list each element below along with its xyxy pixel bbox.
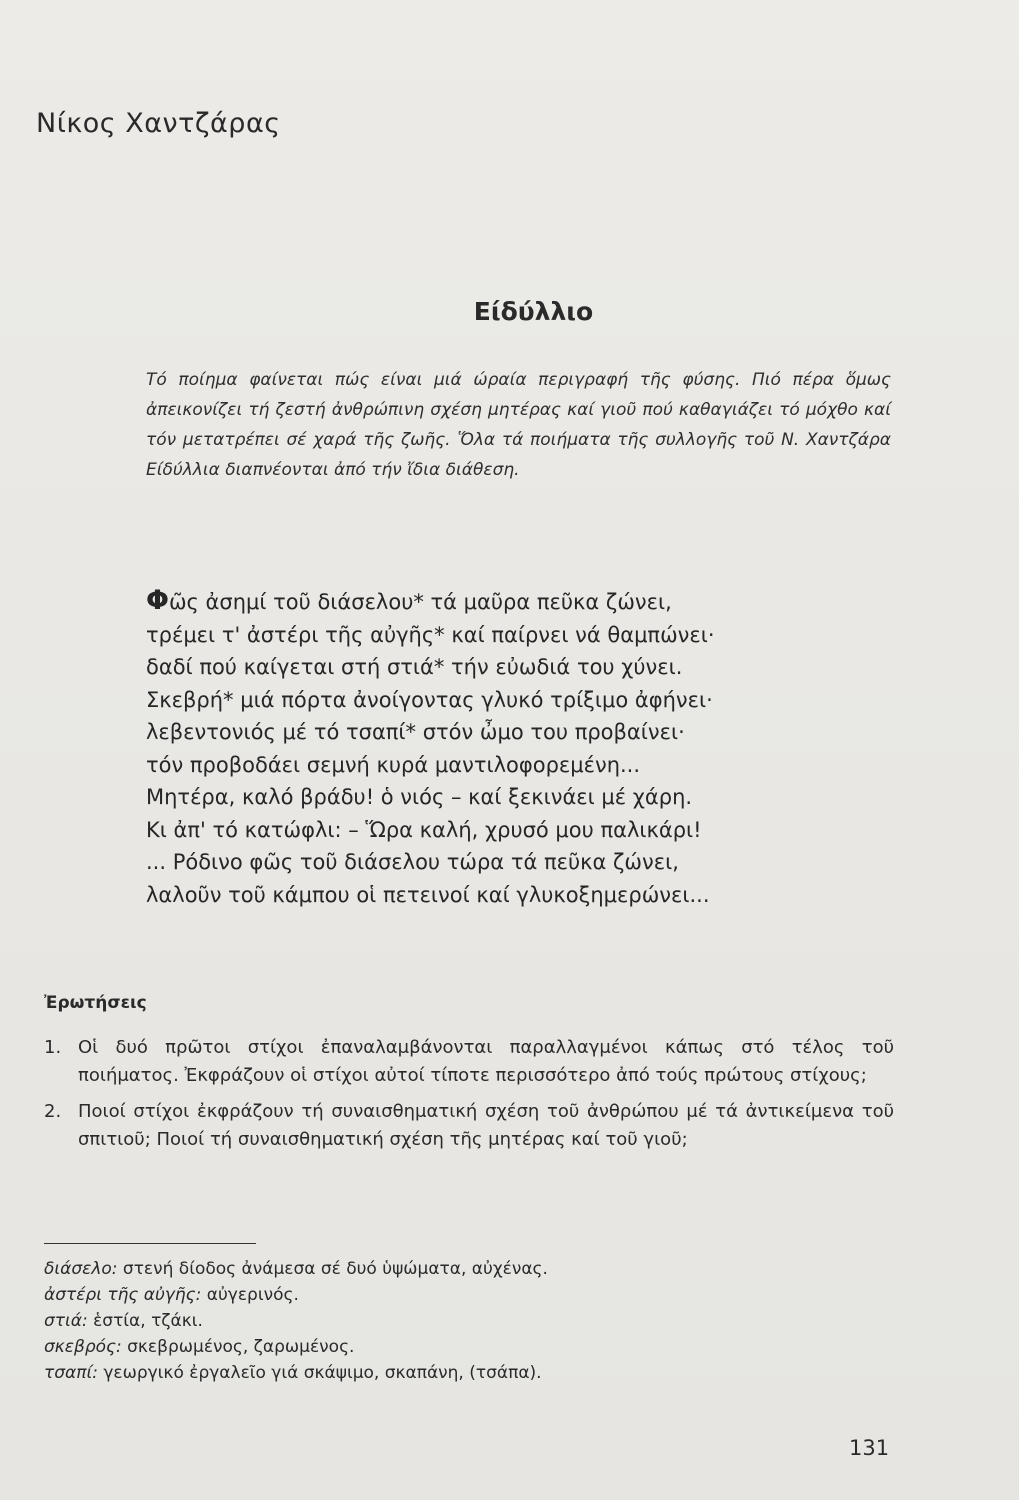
page-number: 131 (849, 1436, 890, 1460)
footnote (44, 1256, 894, 1282)
poem-line: τόν προβοδάει σεμνή κυρά μαντιλοφορεμένη... (146, 752, 641, 777)
poem-line: Μητέρα, καλό βράδυ! ὁ νιός – καί ξεκινάει μέ χάρη. (146, 785, 693, 809)
question-number: 2. (44, 1101, 62, 1122)
footnote (44, 1334, 894, 1360)
poem-line: ... Ρόδινο φῶς τοῦ διάσελου τώρα τά πεῦκα ζώνει, (146, 850, 679, 874)
footnote-definition: στενή δίοδος ἀνάμεσα σέ δυό ὑψώματα, αὐχένας. (122, 1259, 548, 1279)
question-item (44, 1034, 894, 1090)
footnote-definition: γεωργικό ἐργαλεῖο γιά σκάψιμο, σκαπάνη, (τσάπα). (103, 1363, 542, 1383)
author-name: Νίκος Χαντζάρας (36, 108, 281, 139)
footnote-term: διάσελο: (44, 1259, 118, 1279)
poem-body (146, 585, 866, 911)
question-number: 1. (44, 1037, 62, 1058)
poem-title: Είδύλλιο (473, 297, 594, 326)
drop-initial: Φ (146, 585, 169, 616)
footnote-term: ἀστέρι τῆς αὐγῆς: (44, 1285, 202, 1305)
footnote-term: σκεβρός: (44, 1337, 122, 1357)
footnote-divider (44, 1243, 256, 1244)
question-text: Ποιοί στίχοι ἐκφράζουν τή συναισθηματική σχέση τοῦ ἀνθρώπου μέ τά ἀντικείμενα τοῦ σπιτιοῦ; Ποιοί τή συναισθηματική σχέση τῆς μητέρας καί τοῦ γιοῦ; (78, 1101, 894, 1150)
poem-line: λεβεντονιός μέ τό τσαπί* στόν ὦμο του προβαίνει· (146, 720, 685, 744)
footnote (44, 1282, 894, 1308)
poem-line: Κι ἀπ' τό κατώφλι: – Ὥρα καλή, χρυσό μου παλικάρι! (146, 817, 702, 842)
intro-paragraph: Τό ποίημα φαίνεται πώς είναι μιά ώραία περιγραφή τῆς φύσης. Πιό πέρα ὅμως ἀπεικονίζει τή ζεστή ἀνθρώπινη σχέση μητέρας καί γιοῦ πού καθαγιάζει τό μόχθο καί τόν μετατρέπει σέ χαρά τῆς ζωῆς. Ὅλα τά ποιήματα τῆς συλλογῆς τοῦ Ν. Χαντζάρα Είδύλλια διαπνέονται ἀπό τήν ἴδια διάθεση. (146, 370, 891, 480)
poem-line: τρέμει τ' ἀστέρι τῆς αὐγῆς* καί παίρνει νά θαμπώνει· (146, 622, 715, 647)
poem-line (146, 585, 866, 619)
footnote-definition: αὐγερινός. (206, 1285, 299, 1305)
questions-heading: Ἐρωτήσεις (44, 993, 147, 1013)
poem-line: δαδί πού καίγεται στή στιά* τήν εὐωδιά του χύνει. (146, 655, 683, 679)
footnote (44, 1360, 894, 1386)
footnotes (44, 1256, 894, 1386)
footnote-definition: σκεβρωμένος, ζαρωμένος. (127, 1337, 355, 1357)
poem-line: Σκεβρή* μιά πόρτα ἀνοίγοντας γλυκό τρίξιμο ἀφήνει· (146, 687, 713, 712)
footnote-definition: ἑστία, τζάκι. (93, 1311, 203, 1331)
question-item (44, 1098, 894, 1154)
poem-line-text: ῶς ἀσημί τοῦ διάσελου* τά μαῦρα πεῦκα ζώνει, (168, 590, 672, 614)
footnote-term: στιά: (44, 1311, 88, 1331)
footnote-term: τσαπί: (44, 1363, 98, 1383)
footnote (44, 1308, 894, 1334)
poem-line: λαλοῦν τοῦ κάμπου οἱ πετεινοί καί γλυκοξημερώνει... (146, 882, 710, 907)
question-text: Οἱ δυό πρῶτοι στίχοι ἐπαναλαμβάνονται παραλλαγμένοι κάπως στό τέλος τοῦ ποιήματος. Ἐκφράζουν οἱ στίχοι αὐτοί τίποτε περισσότερο ἀπό τούς πρώτους στίχους; (78, 1037, 894, 1086)
questions-list (44, 1034, 894, 1162)
